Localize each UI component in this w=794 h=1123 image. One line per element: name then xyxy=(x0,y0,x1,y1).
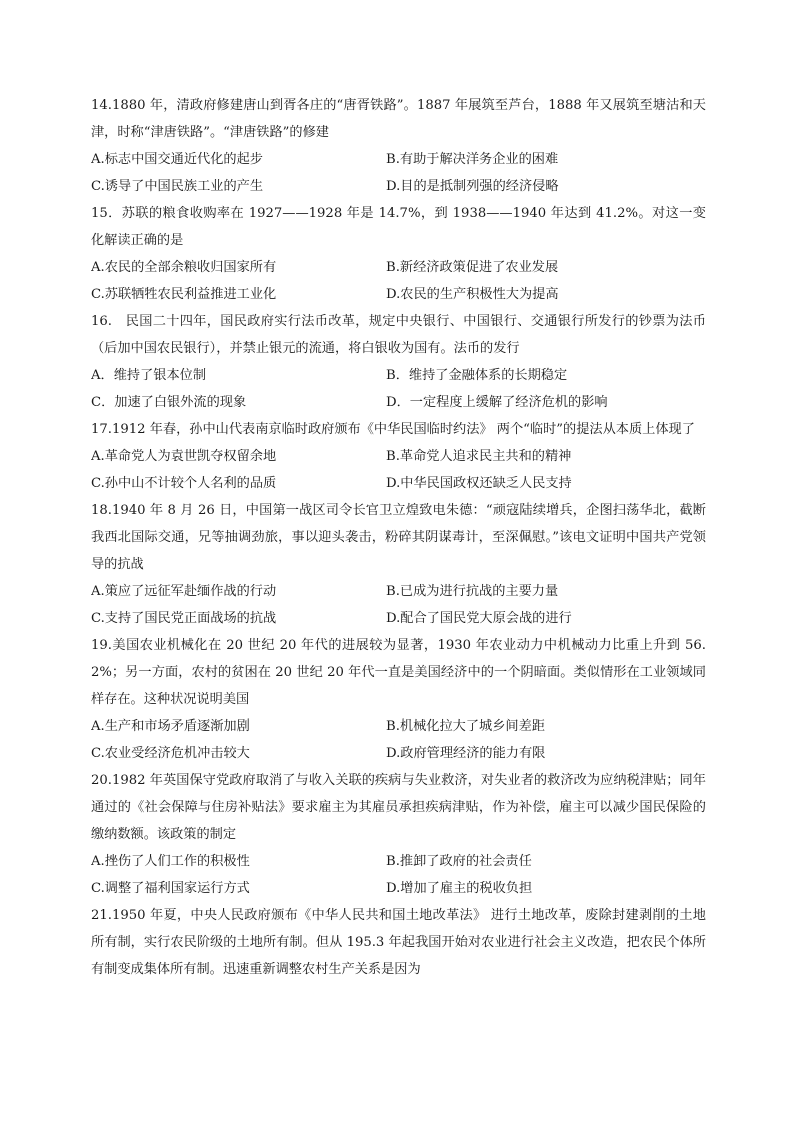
question-stem: 14.1880 年，清政府修建唐山到胥各庄的“唐胥铁路”。1887 年展筑至芦台，1888 年又展筑至塘沽和天津，时称“津唐铁路”。“津唐铁路”的修建 xyxy=(91,98,706,140)
question-20 xyxy=(91,767,706,902)
option-d: D.农民的生产积极性大为提高 xyxy=(386,287,559,302)
question-18 xyxy=(91,497,706,632)
option-list xyxy=(91,254,706,308)
option-c: C.诱导了中国民族工业的产生 xyxy=(91,179,264,194)
question-17 xyxy=(91,416,706,497)
option-c: C.支持了国民党正面战场的抗战 xyxy=(91,611,277,626)
option-a: A.挫伤了人们工作的积极性 xyxy=(91,854,250,869)
question-19 xyxy=(91,632,706,767)
option-d: D.配合了国民党大原会战的进行 xyxy=(386,611,572,626)
option-list xyxy=(91,443,706,497)
option-list xyxy=(91,848,706,902)
option-c: C.调整了福利国家运行方式 xyxy=(91,881,250,896)
option-b: B.已成为进行抗战的主要力量 xyxy=(386,584,559,599)
option-d: D.增加了雇主的税收负担 xyxy=(386,881,533,896)
option-a: A.农民的全部余粮收归国家所有 xyxy=(91,260,277,275)
question-stem: 21.1950 年夏，中央人民政府颁布《中华人民共和国土地改革法》 进行土地改革，废除封建剥削的土地所有制，实行农民阶级的土地所有制。但从 195.3 年起我国开始对农业进行社会主义改造，把农民个体所有制变成集体所有制。迅速重新调整农村生产关系是因为 xyxy=(91,908,706,977)
option-b: B.推卸了政府的社会责任 xyxy=(386,854,532,869)
question-stem: 19.美国农业机械化在 20 世纪 20 年代的进展较为显著，1930 年农业动力中机械动力比重上升到 56.2%；另一方面，农村的贫困在 20 世纪 20 年代一直是美国经济中的一个阴暗面。类似情形在工业领域同样存在。这种状况说明美国 xyxy=(91,638,706,707)
option-a: A．维持了银本位制 xyxy=(91,368,207,383)
option-list xyxy=(91,578,706,632)
option-b: B．维持了金融体系的长期稳定 xyxy=(386,368,568,383)
option-d: D.中华民国政权还缺乏人民支持 xyxy=(386,476,572,491)
option-b: B.机械化拉大了城乡间差距 xyxy=(386,719,545,734)
option-c: C.苏联牺牲农民利益推进工业化 xyxy=(91,287,277,302)
exam-page xyxy=(91,92,706,983)
question-14 xyxy=(91,92,706,200)
question-21 xyxy=(91,902,706,983)
question-stem: 15．苏联的粮食收购率在 1927——1928 年是 14.7%，到 1938——1940 年达到 41.2%。对这一变化解读正确的是 xyxy=(91,206,706,248)
option-a: A.生产和市场矛盾逐渐加剧 xyxy=(91,719,250,734)
question-16 xyxy=(91,308,706,416)
option-list xyxy=(91,713,706,767)
question-stem: 20.1982 年英国保守党政府取消了与收入关联的疾病与失业救济，对失业者的救济改为应纳税津贴；同年通过的《社会保障与住房补贴法》要求雇主为其雇员承担疾病津贴，作为补偿，雇主可以减少国民保险的缴纳数额。该政策的制定 xyxy=(91,773,706,842)
option-b: B.新经济政策促进了农业发展 xyxy=(386,260,559,275)
question-15 xyxy=(91,200,706,308)
option-d: D.政府管理经济的能力有限 xyxy=(386,746,546,761)
option-list xyxy=(91,146,706,200)
question-stem: 17.1912 年春，孙中山代表南京临时政府颁布《中华民国临时约法》 两个“临时”的提法从本质上体现了 xyxy=(91,422,695,437)
option-a: A.标志中国交通近代化的起步 xyxy=(91,152,263,167)
option-a: A.革命党人为袁世凯夺权留余地 xyxy=(91,449,277,464)
option-c: C.孙中山不计较个人名利的品质 xyxy=(91,476,277,491)
option-c: C．加速了白银外流的现象 xyxy=(91,395,247,410)
option-d: D．一定程度上缓解了经济危机的影响 xyxy=(386,395,608,410)
option-a: A.策应了远征军赴缅作战的行动 xyxy=(91,584,277,599)
option-c: C.农业受经济危机冲击较大 xyxy=(91,746,250,761)
question-stem: 18.1940 年 8 月 26 日，中国第一战区司令长官卫立煌致电朱德：“顽寇陆续增兵，企图扫荡华北，截断我西北国际交通，兄等抽调劲旅，事以迎头袭击，粉碎其阴谋毒计，至深佩慰。”该电文证明中国共产党领导的抗战 xyxy=(91,503,706,572)
option-b: B.有助于解决洋务企业的困难 xyxy=(386,152,559,167)
question-stem: 16. 民国二十四年，国民政府实行法币改革，规定中央银行、中国银行、交通银行所发行的钞票为法币（后加中国农民银行），并禁止银元的流通，将白银收为国有。法币的发行 xyxy=(91,314,706,356)
option-d: D.目的是抵制列强的经济侵略 xyxy=(386,179,559,194)
option-list xyxy=(91,362,706,416)
option-b: B.革命党人追求民主共和的精神 xyxy=(386,449,572,464)
